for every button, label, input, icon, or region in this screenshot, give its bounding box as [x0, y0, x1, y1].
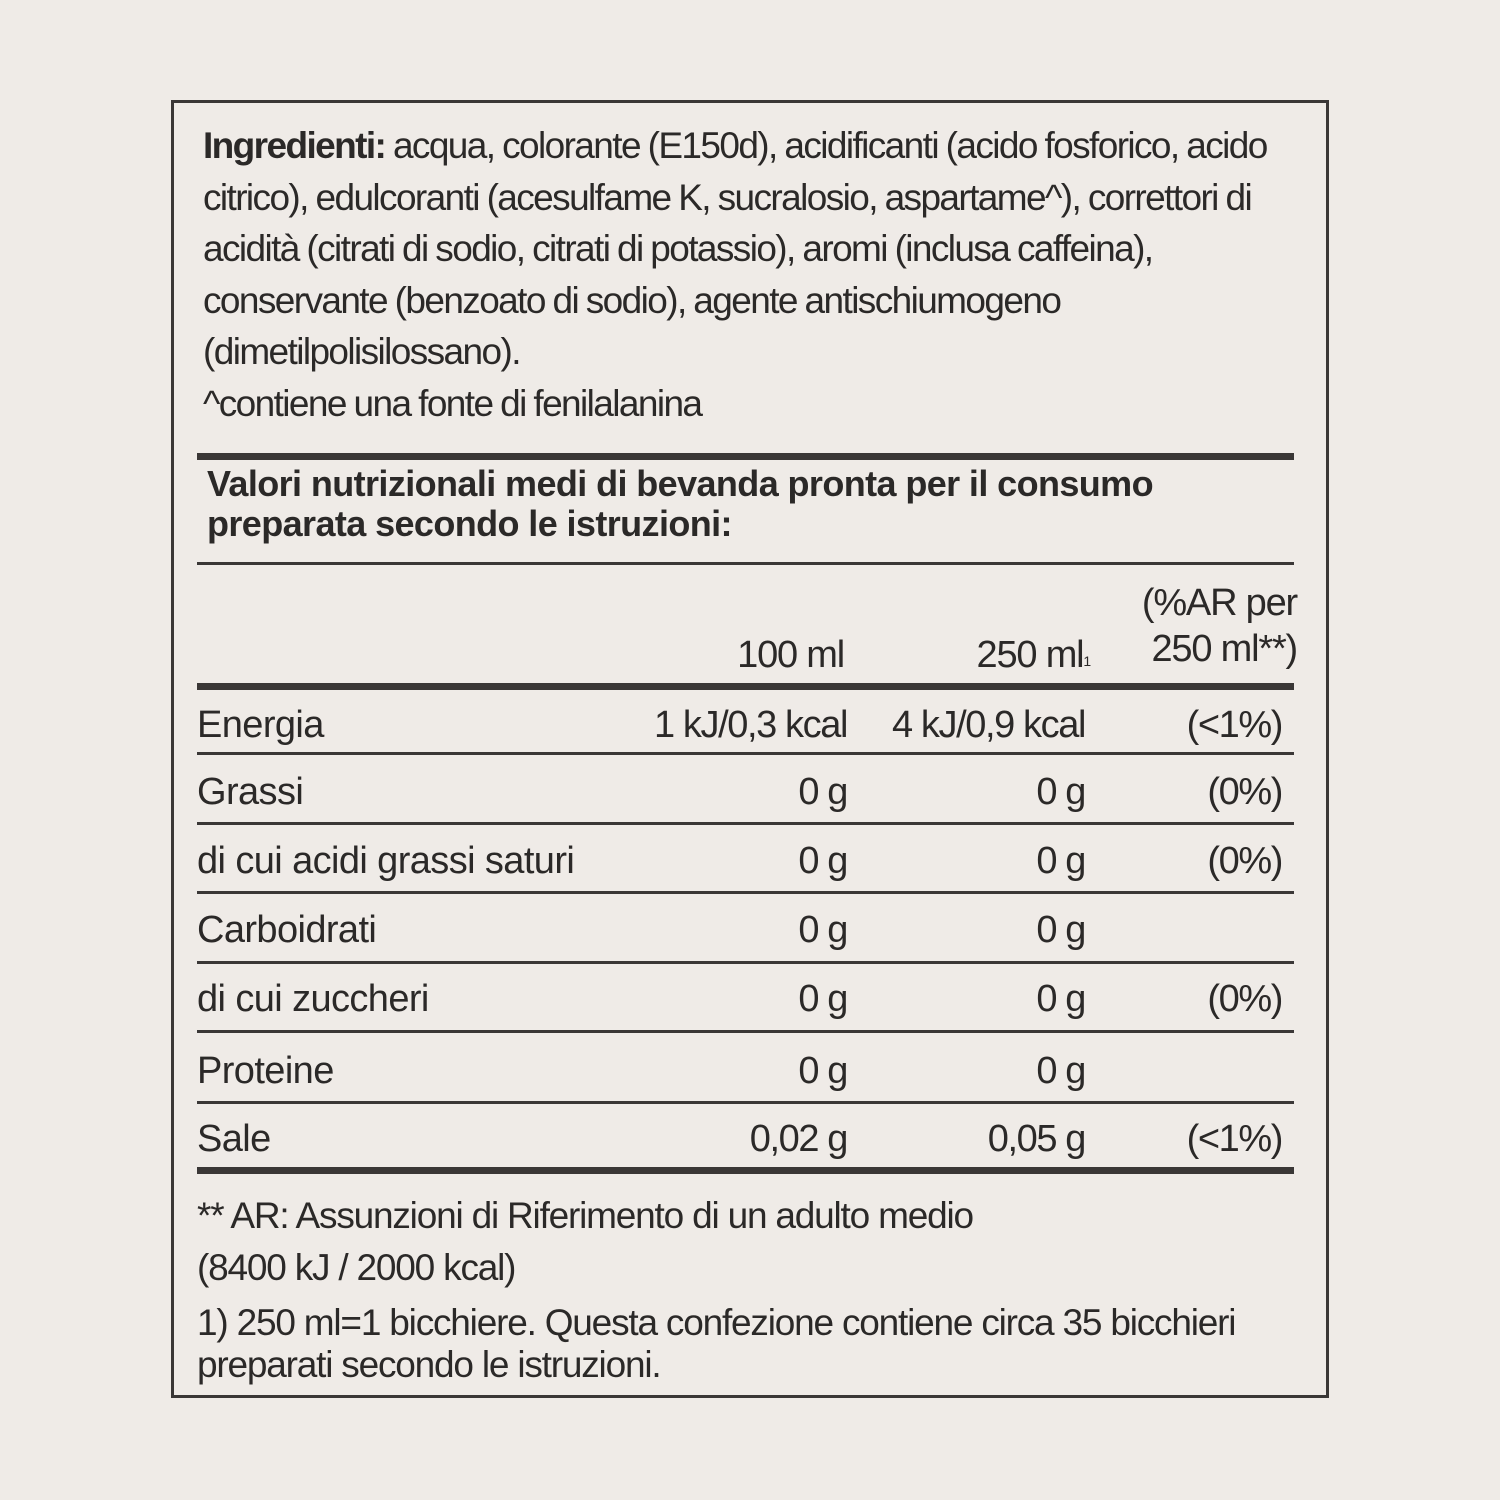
footnote-marker: 1	[1083, 653, 1090, 669]
table-row-sale	[197, 1104, 1294, 1173]
heading-top-rule	[197, 453, 1294, 460]
value-ar-percent: (0%)	[1207, 840, 1282, 882]
nutrient-name: Energia	[197, 704, 324, 746]
table-row-energia	[197, 690, 1294, 759]
value-per-100ml: 0 g	[798, 840, 847, 882]
ingredients-block	[203, 120, 1318, 429]
footnotes	[197, 1190, 1297, 1386]
table-row-grassi	[197, 757, 1294, 826]
value-ar-percent: (<1%)	[1186, 704, 1282, 746]
column-header-250ml	[977, 632, 1090, 678]
heading-bottom-rule	[197, 562, 1294, 565]
value-per-250ml: 0 g	[1036, 840, 1085, 882]
nutrient-name: Sale	[197, 1118, 271, 1160]
column-header-ar	[1142, 580, 1297, 672]
nutrient-name: Carboidrati	[197, 909, 377, 951]
value-per-250ml: 0,05 g	[987, 1118, 1085, 1160]
table-bottom-rule	[197, 1167, 1294, 1174]
row-divider	[197, 891, 1294, 894]
table-row-proteine	[197, 1036, 1294, 1105]
nutrient-name: di cui acidi grassi saturi	[197, 840, 575, 882]
row-divider	[197, 752, 1294, 755]
value-per-250ml: 4 kJ/0,9 kcal	[891, 704, 1085, 746]
value-per-100ml: 0,02 g	[749, 1118, 847, 1160]
value-ar-percent: (<1%)	[1186, 1118, 1282, 1160]
nutrient-name: Grassi	[197, 771, 304, 813]
nutrition-heading: Valori nutrizionali medi di bevanda pronta per il consumo preparata secondo le istruzioni:	[207, 463, 1153, 544]
nutrient-name: Proteine	[197, 1050, 334, 1092]
ar-energy: (8400 kJ / 2000 kcal)	[197, 1247, 516, 1288]
ingredients-text: acqua, colorante (E150d), acidificanti (acido fosforico, acido citrico), edulcoranti (acesulfame K, sucralosio, aspartame^), correttori di acidità (citrati di sodio, citrati di potassio), aromi (inclusa caffeina), conservante (benzoato di sodio), agente antischiumogeno (dimetilpolisilossano).	[203, 125, 1267, 372]
value-per-100ml: 0 g	[798, 909, 847, 951]
value-ar-percent: (0%)	[1207, 771, 1282, 813]
table-row-saturi	[197, 826, 1294, 895]
row-divider	[197, 822, 1294, 825]
column-header-ar-line2: 250 ml**)	[1151, 628, 1297, 670]
value-per-100ml: 0 g	[798, 771, 847, 813]
serving-note: 1) 250 ml=1 bicchiere. Questa confezione contiene circa 35 bicchieri preparati secondo le istruzioni.	[197, 1302, 1236, 1385]
ingredients-paragraph	[203, 120, 1318, 378]
value-ar-percent: (0%)	[1207, 978, 1282, 1020]
column-header-ar-line1: (%AR per	[1141, 582, 1297, 624]
column-header-250ml-text: 250 ml	[976, 634, 1084, 676]
table-header-rule	[197, 683, 1294, 690]
column-header-100ml: 100 ml	[737, 634, 844, 676]
value-per-100ml: 0 g	[798, 1050, 847, 1092]
table-row-zuccheri	[197, 964, 1294, 1033]
phenylalanine-note: ^contiene una fonte di fenilalanina	[203, 382, 702, 424]
value-per-250ml: 0 g	[1036, 909, 1085, 951]
value-per-100ml: 1 kJ/0,3 kcal	[653, 704, 847, 746]
value-per-250ml: 0 g	[1036, 1050, 1085, 1092]
row-divider	[197, 1030, 1294, 1033]
value-per-250ml: 0 g	[1036, 771, 1085, 813]
ar-definition: ** AR: Assunzioni di Riferimento di un adulto medio	[197, 1195, 973, 1236]
value-per-250ml: 0 g	[1036, 978, 1085, 1020]
nutrient-name: di cui zuccheri	[197, 978, 429, 1020]
table-row-carboidrati	[197, 895, 1294, 964]
value-per-100ml: 0 g	[798, 978, 847, 1020]
ingredients-label: Ingredienti:	[203, 125, 386, 166]
